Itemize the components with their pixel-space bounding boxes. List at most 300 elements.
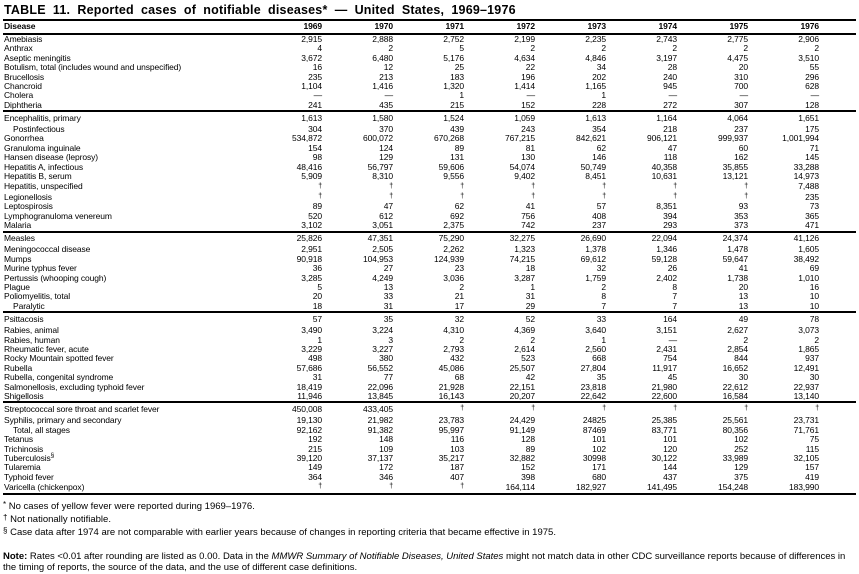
case-count: 183	[450, 71, 464, 82]
case-count: 235	[805, 191, 819, 202]
case-count: 5,909	[301, 171, 322, 182]
disease-label: Lymphogranuloma venereum	[4, 210, 112, 221]
disease-label: Hepatitis, unspecified	[4, 181, 83, 192]
case-count: 183,990	[788, 482, 819, 493]
case-count: 1,320	[443, 80, 464, 91]
case-count: 24825	[582, 415, 606, 426]
case-count: 1	[317, 334, 322, 345]
row-spacer	[819, 473, 856, 482]
row-spacer	[819, 402, 856, 416]
case-count: 435	[379, 99, 393, 110]
case-count: 5	[459, 43, 464, 54]
case-count: 93	[738, 201, 748, 212]
table-row	[3, 426, 856, 435]
case-count: 31	[383, 300, 393, 311]
case-count: †	[460, 182, 464, 190]
diseases-table	[3, 21, 856, 495]
disease-label: Hepatitis B, serum	[4, 171, 72, 182]
row-spacer	[819, 134, 856, 143]
case-count: 12,491	[793, 362, 819, 373]
footnote-marker: †	[3, 512, 8, 522]
case-count: 3,229	[301, 343, 322, 354]
case-count: 21,980	[651, 381, 677, 392]
case-count: 26,690	[535, 232, 606, 246]
case-count: 54,074	[509, 161, 535, 172]
case-count: 439	[450, 124, 464, 135]
case-count: 33	[383, 291, 393, 302]
row-spacer	[819, 445, 856, 454]
row-spacer	[819, 245, 856, 254]
row-spacer	[819, 482, 856, 493]
row-spacer	[819, 264, 856, 273]
case-count: 235	[308, 71, 322, 82]
case-count: 69	[809, 263, 819, 274]
table-row	[3, 182, 856, 192]
row-spacer	[819, 63, 856, 72]
table-row	[3, 144, 856, 153]
case-count: 2,775	[727, 33, 748, 44]
row-spacer	[819, 463, 856, 472]
disease-label: Amebiasis	[4, 33, 43, 44]
case-count: 2,505	[372, 244, 393, 255]
case-count: —	[668, 334, 677, 345]
case-count: 57,686	[296, 362, 322, 373]
disease-label: Chancroid	[4, 80, 42, 91]
case-count: 394	[663, 210, 677, 221]
case-count: 20	[738, 62, 748, 73]
case-count: 83,771	[651, 424, 677, 435]
case-count: 196	[521, 71, 535, 82]
case-count: —	[313, 90, 322, 101]
case-count: 2	[672, 43, 677, 54]
case-count: 27,804	[580, 362, 606, 373]
case-count: 33,288	[793, 161, 819, 172]
column-header-disease: Disease	[3, 21, 251, 34]
disease-label: Rubella	[4, 362, 33, 373]
case-count: 18	[525, 263, 535, 274]
case-count: 2,262	[443, 244, 464, 255]
case-count: 52	[464, 312, 535, 326]
case-count: 2,402	[656, 272, 677, 283]
disease-label: Anthrax	[4, 43, 33, 54]
case-count: 437	[663, 471, 677, 482]
disease-label: Rheumatic fever, acute	[4, 343, 89, 354]
case-count: 23,783	[438, 415, 464, 426]
case-count: 145	[805, 152, 819, 163]
row-spacer	[819, 312, 856, 326]
footnote-not-notifiable	[3, 512, 856, 525]
case-count: 47	[667, 142, 677, 153]
row-spacer	[819, 54, 856, 63]
case-count: †	[535, 402, 606, 416]
case-count: 1,613	[251, 111, 322, 125]
case-count: 2,375	[443, 220, 464, 231]
table-row	[3, 172, 856, 181]
table-row	[3, 212, 856, 221]
case-count: 13	[738, 300, 748, 311]
case-count: 10	[809, 300, 819, 311]
case-count: 3,490	[301, 325, 322, 336]
case-count: 213	[379, 71, 393, 82]
disease-label: Murine typhus fever	[4, 263, 77, 274]
case-count: 13,845	[367, 391, 393, 401]
case-count: 2,915	[301, 33, 322, 44]
row-spacer	[819, 255, 856, 264]
row-spacer	[819, 101, 856, 111]
case-count: 69,612	[580, 253, 606, 264]
case-count: 906,121	[646, 133, 677, 144]
disease-label: Mumps	[4, 253, 32, 264]
case-count: 7	[672, 291, 677, 302]
note-paragraph	[3, 551, 856, 574]
table-row	[3, 232, 856, 246]
case-count: 754	[663, 353, 677, 364]
case-count: 407	[450, 471, 464, 482]
case-count: 16	[809, 282, 819, 293]
case-count: 141,495	[646, 482, 677, 493]
row-spacer	[819, 345, 856, 354]
case-count: 26	[667, 263, 677, 274]
disease-label: Tuberculosis§	[4, 452, 55, 463]
case-count: 18	[312, 300, 322, 311]
case-count: 129	[379, 152, 393, 163]
case-count: 56,797	[367, 161, 393, 172]
page-title: TABLE 11. Reported cases of notifiable diseases* — United States, 1969–1976	[3, 2, 856, 21]
case-count: 73	[809, 201, 819, 212]
case-count: 237	[592, 220, 606, 231]
case-count: 25,561	[722, 415, 748, 426]
case-count: †	[677, 402, 748, 416]
case-count: 101	[592, 434, 606, 445]
case-count: 171	[592, 462, 606, 473]
case-count: 1,865	[798, 343, 819, 354]
disease-label: Hepatitis A, infectious	[4, 161, 83, 172]
case-count: 1,378	[585, 244, 606, 255]
case-count: 31	[525, 291, 535, 302]
case-count: 41,126	[748, 232, 819, 246]
case-count: 1,059	[464, 111, 535, 125]
row-spacer	[819, 202, 856, 211]
row-spacer	[819, 392, 856, 402]
case-count: 57	[596, 201, 606, 212]
case-count: 5	[317, 282, 322, 293]
case-count: 9,556	[443, 171, 464, 182]
table-row	[3, 255, 856, 264]
row-spacer	[819, 192, 856, 202]
case-count: †	[389, 483, 393, 491]
case-count: 8,310	[372, 171, 393, 182]
case-count: †	[602, 192, 606, 200]
case-count: 243	[521, 124, 535, 135]
case-count: 2,906	[798, 33, 819, 44]
table-row	[3, 482, 856, 493]
case-count: 41	[525, 201, 535, 212]
case-count: 120	[663, 443, 677, 454]
case-count: 310	[734, 71, 748, 82]
case-count: 240	[663, 71, 677, 82]
case-count: 767,215	[504, 133, 535, 144]
column-header-year: 1971	[393, 21, 464, 34]
case-count: 373	[734, 220, 748, 231]
case-count: 272	[663, 99, 677, 110]
footnote-yellow-fever	[3, 499, 856, 512]
case-count: †	[318, 483, 322, 491]
case-count: 10	[809, 291, 819, 302]
case-count: 668	[592, 353, 606, 364]
case-count: 365	[805, 210, 819, 221]
case-count: 25	[454, 62, 464, 73]
case-count: 16	[312, 62, 322, 73]
case-count: 16,143	[438, 391, 464, 401]
case-count: †	[460, 483, 464, 491]
case-count: 11,917	[652, 362, 677, 373]
case-count: 57	[251, 312, 322, 326]
case-count: 364	[308, 471, 322, 482]
case-count: †	[748, 402, 819, 416]
table-row	[3, 91, 856, 100]
case-count: 1,478	[727, 244, 748, 255]
column-header-year: 1975	[677, 21, 748, 34]
case-count: 2,627	[727, 325, 748, 336]
case-count: 3,510	[798, 52, 819, 63]
case-count: 1,001,994	[782, 133, 819, 144]
case-count: 252	[734, 443, 748, 454]
case-count: 60	[738, 142, 748, 153]
case-count: †	[744, 192, 748, 200]
header-row	[3, 21, 856, 34]
case-count: 164,114	[505, 482, 535, 493]
case-count: 2,951	[301, 244, 322, 255]
case-count: 23	[454, 263, 464, 274]
case-count: 1,738	[727, 272, 748, 283]
case-count: 756	[521, 210, 535, 221]
case-count: 3	[388, 334, 393, 345]
case-count: 2	[388, 43, 393, 54]
case-count: 118	[663, 152, 677, 163]
case-count: 2	[601, 282, 606, 293]
table-section	[3, 232, 856, 313]
case-count: 71	[809, 142, 819, 153]
case-count: 215	[308, 443, 322, 454]
case-count: 89	[312, 201, 322, 212]
case-count: 3,102	[301, 220, 322, 231]
row-spacer	[819, 144, 856, 153]
case-count: 1,414	[514, 80, 535, 91]
row-spacer	[819, 283, 856, 292]
disease-label: Legionellosis	[4, 191, 52, 202]
case-count: 172	[379, 462, 393, 473]
case-count: 6,480	[372, 52, 393, 63]
case-count: 24,374	[677, 232, 748, 246]
case-count: 2	[530, 334, 535, 345]
case-count: 16,584	[722, 391, 748, 401]
column-header-year: 1969	[251, 21, 322, 34]
column-header-year: 1976	[748, 21, 819, 34]
case-count: 22,937	[793, 381, 819, 392]
case-count: 35,855	[722, 161, 748, 172]
footnote-text: Not nationally notifiable.	[10, 513, 111, 525]
case-count: 354	[592, 124, 606, 135]
table-section	[3, 402, 856, 493]
case-count: 20	[312, 291, 322, 302]
row-spacer	[819, 111, 856, 125]
case-count: 3,287	[514, 272, 535, 283]
case-count: 21	[454, 291, 464, 302]
disease-label: Tetanus	[4, 434, 34, 445]
case-count: 534,872	[291, 133, 322, 144]
case-count: 12	[383, 62, 393, 73]
case-count: 346	[379, 471, 393, 482]
column-header-year: 1974	[606, 21, 677, 34]
case-count: 130	[521, 152, 535, 163]
case-count: 4,846	[585, 52, 606, 63]
disease-label: Botulism, total (includes wound and unspecified)	[4, 62, 182, 73]
disease-label: Paralytic	[13, 300, 45, 311]
case-count: 2,752	[443, 33, 464, 44]
case-count: 5,176	[443, 52, 464, 63]
table-row	[3, 192, 856, 202]
case-count: †	[393, 402, 464, 416]
table-row	[3, 463, 856, 472]
column-header-year: 1973	[535, 21, 606, 34]
case-count: 75,290	[393, 232, 464, 246]
case-count: 48,416	[296, 161, 322, 172]
disease-label: Plague	[4, 282, 30, 293]
case-count: 22,612	[722, 381, 748, 392]
table-row	[3, 292, 856, 301]
case-count: 4,249	[372, 272, 393, 283]
case-count: 124	[379, 142, 393, 153]
case-count: 32	[596, 263, 606, 274]
case-count: †	[318, 182, 322, 190]
case-count: 42	[525, 372, 535, 383]
case-count: 129	[734, 462, 748, 473]
case-count: 104,953	[362, 253, 393, 264]
case-count: †	[460, 192, 464, 200]
case-count: 523	[521, 353, 535, 364]
case-count: 157	[805, 462, 819, 473]
disease-label: Tularemia	[4, 462, 41, 473]
case-count: 13,140	[793, 391, 819, 401]
disease-label: Meningococcal disease	[4, 244, 91, 255]
case-count: 7,488	[798, 181, 819, 192]
row-spacer	[819, 292, 856, 301]
case-count: 13	[383, 282, 393, 293]
case-count: 22,600	[651, 391, 677, 401]
case-count: —	[810, 90, 819, 101]
case-count: 35	[596, 372, 606, 383]
case-count: 4	[317, 43, 322, 54]
case-count: 3,197	[656, 52, 677, 63]
case-count: 47,351	[322, 232, 393, 246]
footnotes	[3, 499, 856, 538]
footnote-ref: §	[50, 452, 55, 460]
disease-label: Rabies, human	[4, 334, 60, 345]
case-count: 30,122	[651, 452, 677, 463]
note-text-pre: Rates <0.01 after rounding are listed as 0.00. Data in the	[27, 550, 272, 562]
case-count: 17	[454, 300, 464, 311]
case-count: 115	[805, 443, 819, 454]
case-count: 21,928	[438, 381, 464, 392]
case-count: 380	[379, 353, 393, 364]
case-count: 1,346	[656, 244, 677, 255]
case-count: 842,621	[575, 133, 606, 144]
case-count: 32,882	[509, 452, 535, 463]
footnote-tuberculosis-criteria	[3, 525, 856, 538]
header-spacer	[819, 21, 856, 34]
case-count: 1,104	[301, 80, 322, 91]
row-spacer	[819, 274, 856, 283]
table-row	[3, 34, 856, 44]
case-count: 152	[521, 462, 535, 473]
case-count: 4,475	[727, 52, 748, 63]
case-count: 62	[454, 201, 464, 212]
table-row	[3, 73, 856, 82]
table-row	[3, 435, 856, 444]
case-count: 92,162	[296, 424, 322, 435]
disease-label: Gonorrhea	[4, 133, 44, 144]
case-count: 3,036	[443, 272, 464, 283]
case-count: †	[602, 182, 606, 190]
disease-label: Rubella, congenital syndrome	[4, 372, 114, 383]
disease-label: Rabies, animal	[4, 325, 59, 336]
case-count: 1	[601, 334, 606, 345]
case-count: 498	[308, 353, 322, 364]
case-count: 2,888	[372, 33, 393, 44]
case-count: 999,937	[717, 133, 748, 144]
case-count: 1	[459, 90, 464, 101]
table-row	[3, 302, 856, 312]
case-count: 154	[308, 142, 322, 153]
case-count: 1	[601, 90, 606, 101]
disease-label: Encephalitis, primary	[3, 111, 251, 125]
case-count: 628	[805, 80, 819, 91]
case-count: 2,560	[585, 343, 606, 354]
case-count: 600,072	[362, 133, 393, 144]
case-count: 2,431	[656, 343, 677, 354]
case-count: 4,064	[677, 111, 748, 125]
case-count: 25,507	[509, 362, 535, 373]
case-count: 131	[450, 152, 464, 163]
case-count: 3,672	[301, 52, 322, 63]
case-count: 202	[592, 71, 606, 82]
case-count: †	[389, 182, 393, 190]
row-spacer	[819, 172, 856, 181]
case-count: 7	[601, 300, 606, 311]
table-row	[3, 82, 856, 91]
row-spacer	[819, 91, 856, 100]
case-count: 1,605	[798, 244, 819, 255]
case-count: 87469	[582, 424, 606, 435]
case-count: 59,647	[722, 253, 748, 264]
case-count: 187	[450, 462, 464, 473]
case-count: 192	[308, 434, 322, 445]
case-count: 68	[454, 372, 464, 383]
case-count: 75	[809, 434, 819, 445]
disease-label: Cholera	[4, 90, 34, 101]
table-row	[3, 312, 856, 326]
case-count: —	[384, 90, 393, 101]
case-count: 2	[601, 43, 606, 54]
case-count: 13	[738, 291, 748, 302]
table-row	[3, 221, 856, 231]
case-count: 520	[308, 210, 322, 221]
case-count: 408	[592, 210, 606, 221]
case-count: 182,927	[575, 482, 606, 493]
disease-label: Typhoid fever	[4, 471, 54, 482]
case-count: †	[673, 192, 677, 200]
table-row	[3, 392, 856, 402]
